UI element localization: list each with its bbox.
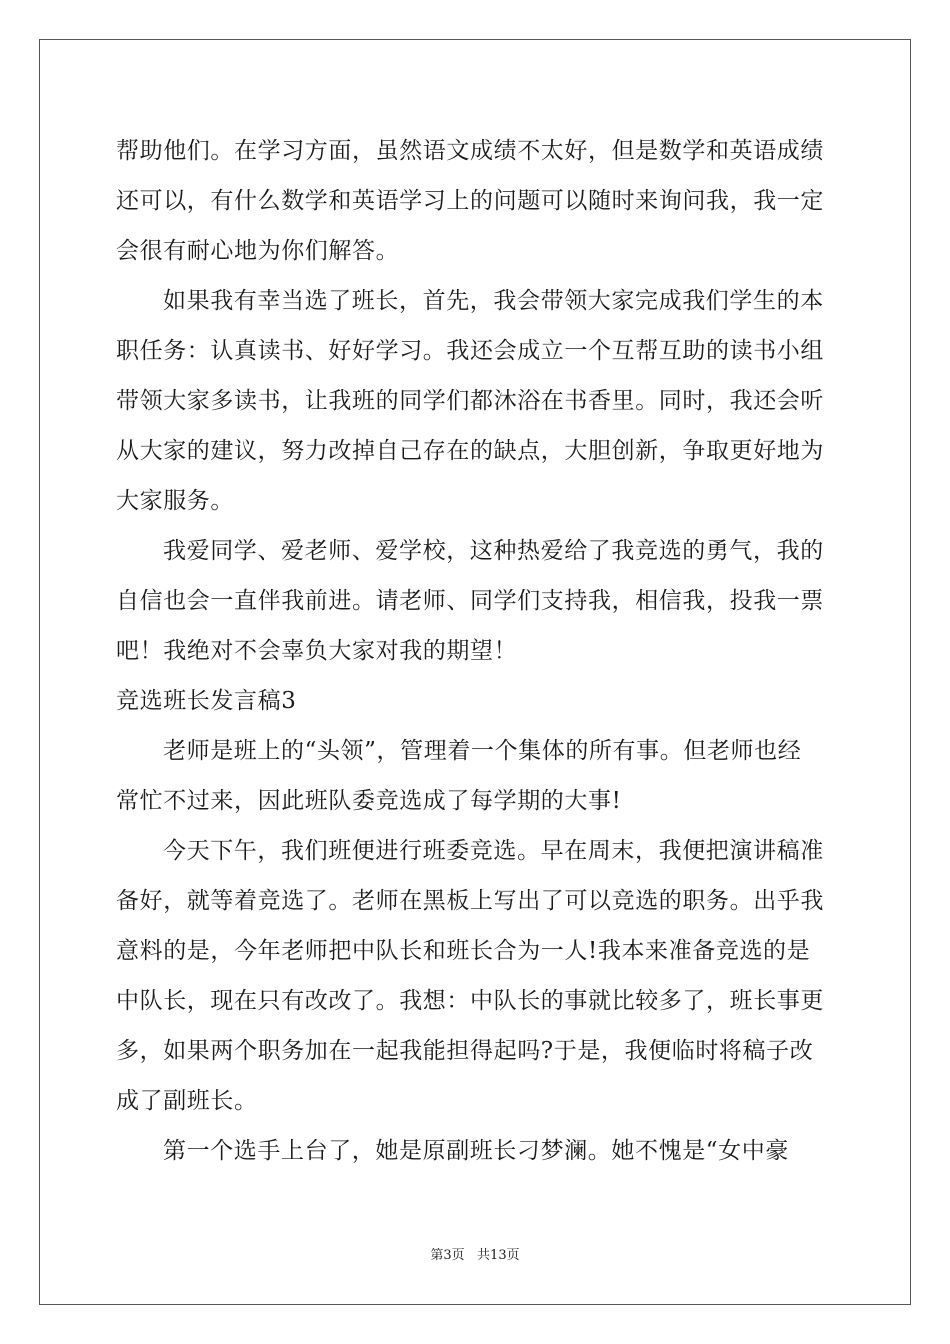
document-body: [116, 126, 836, 1176]
paragraph-start-line: 今天下午，我们班便进行班委竞选。早在周末，我便把演讲稿准: [163, 838, 824, 864]
paragraph-start-line: 第一个选手上台了，她是原副班长刁梦澜。她不愧是“女中豪: [163, 1138, 789, 1164]
text-line: 会很有耐心地为你们解答。: [116, 238, 400, 264]
text-line: 从大家的建议，努力改掉自己存在的缺点，大胆创新，争取更好地为: [116, 438, 824, 464]
paragraph-start-line: 老师是班上的“头领”，管理着一个集体的所有事。但老师也经: [163, 738, 802, 764]
text-line: 大家服务。: [116, 488, 234, 514]
text-line: 带领大家多读书，让我班的同学们都沐浴在书香里。同时，我还会听: [116, 388, 824, 414]
text-line: 还可以，有什么数学和英语学习上的问题可以随时来询问我，我一定: [116, 188, 824, 214]
page-number-footer: 第3页 共13页: [430, 1248, 520, 1263]
text-line: 中队长，现在只有改改了。我想：中队长的事就比较多了，班长事更: [116, 988, 824, 1014]
text-line: 职任务：认真读书、好好学习。我还会成立一个互帮互助的读书小组: [116, 338, 824, 364]
text-line: 自信也会一直伴我前进。请老师、同学们支持我，相信我，投我一票: [116, 588, 824, 614]
section-heading: 竞选班长发言稿3: [116, 688, 297, 714]
paragraph-start-line: 如果我有幸当选了班长，首先，我会带领大家完成我们学生的本: [163, 288, 824, 314]
text-line: 常忙不过来，因此班队委竞选成了每学期的大事!: [116, 788, 622, 814]
text-line: 吧！我绝对不会辜负大家对我的期望！: [116, 638, 518, 664]
text-line: 成了副班长。: [116, 1088, 258, 1114]
text-line: 多，如果两个职务加在一起我能担得起吗?于是，我便临时将稿子改: [116, 1038, 814, 1064]
text-line: 意料的是，今年老师把中队长和班长合为一人!我本来准备竞选的是: [116, 938, 811, 964]
paragraph-start-line: 我爱同学、爱老师、爱学校，这种热爱给了我竞选的勇气，我的: [163, 538, 824, 564]
text-line: 备好，就等着竞选了。老师在黑板上写出了可以竞选的职务。出乎我: [116, 888, 824, 914]
text-line: 帮助他们。在学习方面，虽然语文成绩不太好，但是数学和英语成绩: [116, 138, 824, 164]
